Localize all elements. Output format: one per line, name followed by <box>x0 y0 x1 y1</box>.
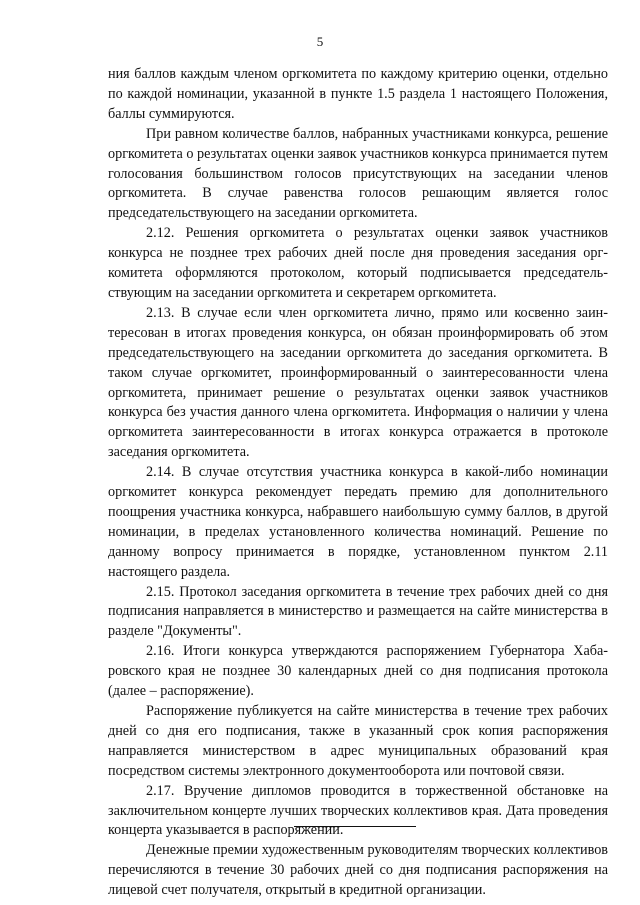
paragraph-cash-prizes: Денежные премии художественным руководителям творческих коллективов перечисляются в течение 30 рабочих дней со дня подписания распоряжения на лицевой счет получателя, открытый в кредитной организации. <box>108 842 608 899</box>
paragraph-2-12: 2.12. Решения оргкомитета о результатах оценки заявок участников конкурса не позднее трех рабочих дней после дня проведения заседания оргкомитета оформляются протоколом, который подписывается председательствующим на заседании оргкомитета и секретарем оргкомитета. <box>108 225 608 301</box>
paragraph-2-15: 2.15. Протокол заседания оргкомитета в течение трех рабочих дней со дня подписания направляется в министерство и размещается на сайте министерства в разделе "Документы". <box>108 583 608 640</box>
paragraph-2-13: 2.13. В случае если член оргкомитета лично, прямо или косвенно заинтересован в итогах проведения конкурса, он обязан проинформировать об этом председательствующего на заседании оргкомитета до заседания оргкомитета. В таком случае оргкомитет, проинформированный о заинтересованности члена оргкомитета, принимает решение о результатах оценки заявок участников конкурса без участия данного члена оргкомитета. Информация о наличии у члена оргкомитета заинтересованности в итогах конкурса отражается в протоколе заседания оргкомитета. <box>108 304 608 461</box>
paragraph-continuation: ния баллов каждым членом оргкомитета по каждому критерию оценки, отдельно по каждой номинации, указанной в пункте 1.5 раздела 1 настоящего Положения, баллы суммируются. <box>108 66 608 122</box>
paragraph-order-publication: Распоряжение публикуется на сайте министерства в течение трех рабочих дней со дня его подписания, также в указанный срок копия распоряжения направляется министерством в адрес муниципальных образований края посредством системы электронного документооборота или почтовой связи. <box>108 703 608 779</box>
paragraph-2-17: 2.17. Вручение дипломов проводится в торжественной обстановке на заключительном концерте лучших творческих коллективов края. Дата проведения концерта указывается в распоряжении. <box>108 782 608 839</box>
document-body <box>108 65 608 901</box>
paragraph-equal-scores: При равном количестве баллов, набранных участниками конкурса, решение оргкомитета о результатах оценки заявок участников конкурса принимается путем голосования большинством голосов присутствующих на заседании членов оргкомитета. В случае равенства голосов решающим является голос председательствующего на заседании оргкомитета. <box>108 125 608 222</box>
end-of-document-rule <box>294 826 416 827</box>
page-number: 5 <box>316 34 324 49</box>
paragraph-2-16: 2.16. Итоги конкурса утверждаются распоряжением Губернатора Хабаровского края не позднее 30 календарных дней со дня подписания протокола (далее – распоряжение). <box>108 643 608 700</box>
paragraph-2-14: 2.14. В случае отсутствия участника конкурса в какой-либо номинации оргкомитет конкурса рекомендует передать премию для дополнительного поощрения участника конкурса, набравшего наибольшую сумму баллов, в другой номинации, в пределах установленного количества номинаций. Решение по данному вопросу принимается в порядке, установленном пунктом 2.11 настоящего раздела. <box>108 464 608 580</box>
